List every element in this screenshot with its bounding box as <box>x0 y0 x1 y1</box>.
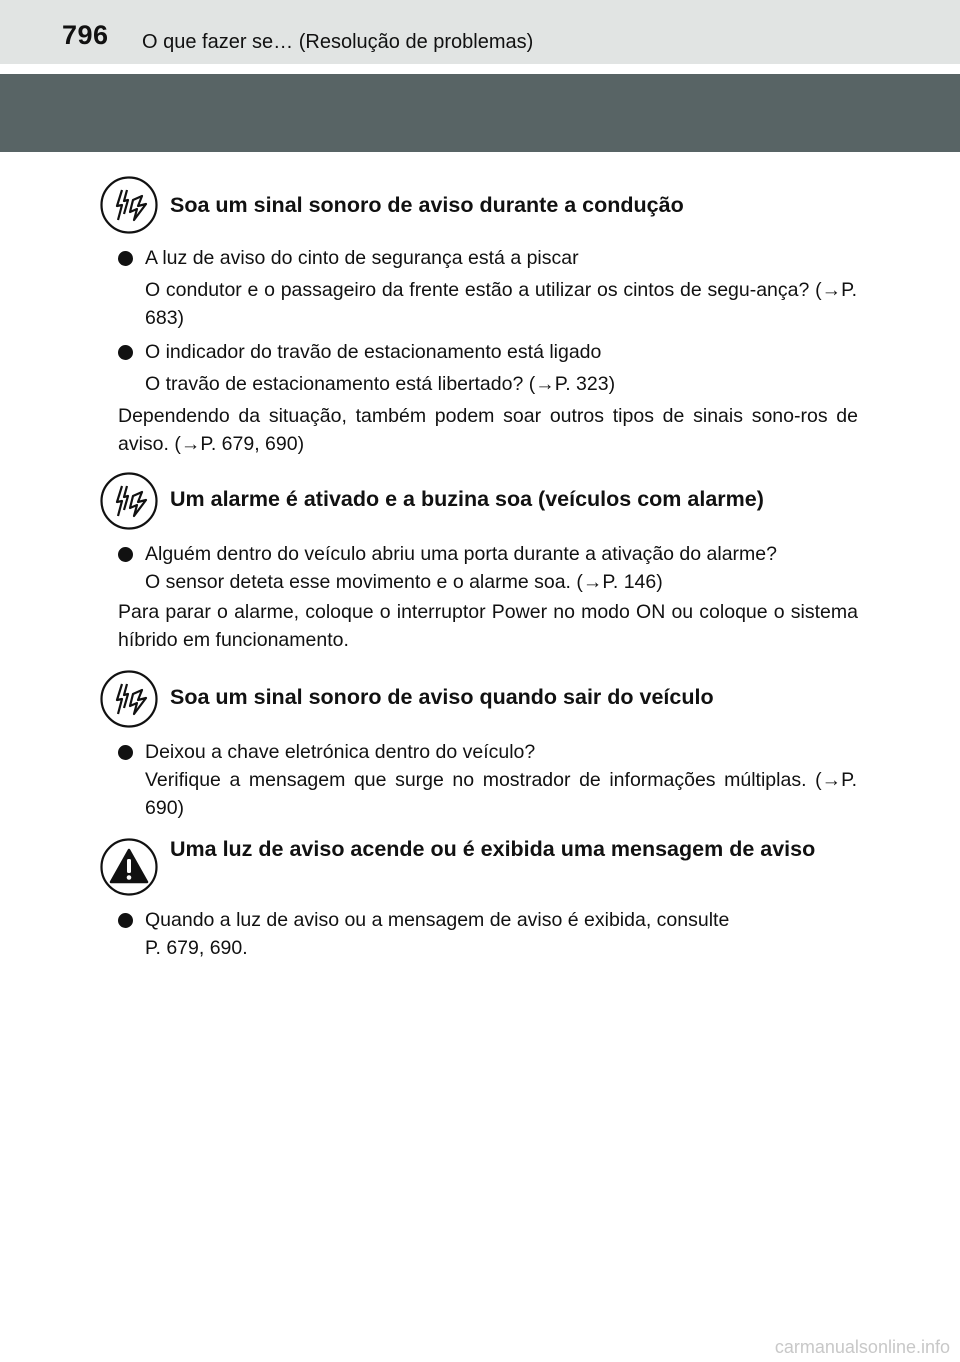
section-title: Um alarme é ativado e a buzina soa (veículos com alarme) <box>170 487 764 511</box>
answer-text: O condutor e o passageiro da frente estão a utilizar os cintos de segu-ança? (→P. 683) <box>145 279 857 329</box>
section-title: Uma luz de aviso acende ou é exibida uma mensagem de aviso <box>170 837 816 861</box>
header-band <box>0 74 960 152</box>
bullet-icon <box>118 913 133 928</box>
beep-warning-icon <box>100 472 158 530</box>
beep-warning-icon <box>100 176 158 234</box>
section-note: Para parar o alarme, coloque o interruptor Power no modo ON ou coloque o sistema híbrido em funcionamento. <box>118 601 858 651</box>
answer-text: O travão de estacionamento está libertado? (→P. 323) <box>145 373 616 395</box>
bullet-icon <box>118 345 133 360</box>
answer-text: O sensor deteta esse movimento e o alarme soa. (→P. 146) <box>145 571 663 593</box>
section-note: Dependendo da situação, também podem soar outros tipos de sinais sono-ros de aviso. (→P. 679, 690) <box>118 405 858 455</box>
bullet-text: A luz de aviso do cinto de segurança está a piscar <box>145 247 579 269</box>
bullet-text: Alguém dentro do veículo abriu uma porta durante a ativação do alarme? <box>145 543 777 565</box>
bullet-text: Quando a luz de aviso ou a mensagem de aviso é exibida, consulte <box>145 909 730 931</box>
bullet-icon <box>118 251 133 266</box>
page-number: 796 <box>62 20 109 50</box>
watermark: carmanualsonline.info <box>774 1337 950 1357</box>
beep-warning-icon <box>100 670 158 728</box>
section-title: Soa um sinal sonoro de aviso durante a condução <box>170 193 684 217</box>
answer-text: P. 679, 690. <box>145 937 248 959</box>
bullet-text: Deixou a chave eletrónica dentro do veículo? <box>145 741 536 763</box>
bullet-text: O indicador do travão de estacionamento está ligado <box>145 341 602 363</box>
answer-text: Verifique a mensagem que surge no mostrador de informações múltiplas. (→P. 690) <box>145 769 857 819</box>
bullet-icon <box>118 547 133 562</box>
chapter-title: O que fazer se… (Resolução de problemas) <box>142 31 534 53</box>
exclamation-warning-icon <box>100 838 158 896</box>
bullet-icon <box>118 745 133 760</box>
section-title: Soa um sinal sonoro de aviso quando sair do veículo <box>170 685 714 709</box>
page-header <box>0 0 960 64</box>
